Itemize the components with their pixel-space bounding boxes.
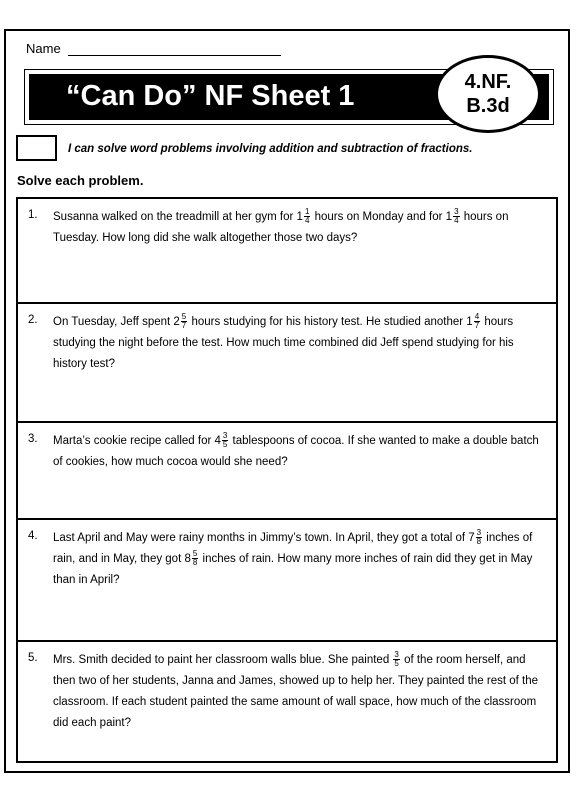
fraction <box>393 651 399 668</box>
standard-code-line1: 4.NF. <box>464 71 512 93</box>
title-banner <box>24 69 554 125</box>
objective-statement: I can solve word problems involving addition and subtraction of fractions. <box>68 143 473 155</box>
fraction <box>181 313 187 330</box>
name-row <box>26 41 281 56</box>
fraction <box>474 313 480 330</box>
problem-text <box>53 431 543 473</box>
problem-2 <box>18 304 556 423</box>
problem-text-part: inches of rain. How many more inches of rain did they get in May than in April? <box>53 553 533 586</box>
problem-text <box>53 312 543 375</box>
fraction-denominator: 5 <box>222 440 228 450</box>
problem-text <box>53 650 543 734</box>
name-label: Name <box>26 41 61 56</box>
problem-text-part: of the room herself, and then two of her students, Janna and James, showed up to help her. They painted the rest of the classroom. If each student painted the same amount of wall space, how much of the classroom did each paint? <box>53 654 539 729</box>
fraction <box>476 529 482 546</box>
problem-text <box>53 207 543 249</box>
fraction-denominator: 4 <box>304 216 310 226</box>
worksheet-page <box>4 29 570 773</box>
objective-checkbox[interactable] <box>16 135 57 161</box>
page-title: “Can Do” NF Sheet 1 <box>66 80 355 112</box>
fraction-denominator: 8 <box>476 537 482 547</box>
fraction-denominator: 7 <box>181 321 187 331</box>
fraction-denominator: 4 <box>454 216 459 226</box>
fraction-numerator: 1 <box>304 207 310 217</box>
fraction-denominator: 7 <box>474 321 480 331</box>
problems-table <box>16 197 558 763</box>
fraction <box>192 550 198 567</box>
problem-text-part: tablespoons of cocoa. If she wanted to make a double batch of cookies, how much cocoa would she need? <box>53 435 539 468</box>
fraction <box>453 208 459 225</box>
problem-1 <box>18 199 556 304</box>
problem-text-part: Mrs. Smith decided to paint her classroom walls blue. She painted <box>53 654 393 666</box>
problem-number: 2. <box>28 314 38 326</box>
problem-text-part: hours on Tuesday. How long did she walk altogether those two days? <box>53 211 509 244</box>
problem-text-part: inches of rain, and in May, they got 8 <box>53 532 533 565</box>
problem-text-part: hours on Monday and for 1 <box>311 211 453 223</box>
problem-4 <box>18 520 556 642</box>
problem-3 <box>18 423 556 520</box>
fraction-denominator: 8 <box>192 558 198 568</box>
problem-number: 3. <box>28 433 38 445</box>
problem-5 <box>18 642 556 761</box>
fraction-denominator: 5 <box>394 659 399 669</box>
problem-text-part: hours studying the night before the test. How much time combined did Jeff spend studying for his history test? <box>53 316 514 370</box>
fraction-numerator: 3 <box>394 650 399 660</box>
problem-text-part: Susanna walked on the treadmill at her gym for 1 <box>53 211 303 223</box>
fraction-numerator: 3 <box>454 207 459 217</box>
problem-text-part: Marta’s cookie recipe called for 4 <box>53 435 221 447</box>
problem-text-part: Last April and May were rainy months in Jimmy’s town. In April, they got a total of 7 <box>53 532 475 544</box>
fraction-numerator: 4 <box>474 312 480 322</box>
problem-text <box>53 528 543 591</box>
problem-number: 4. <box>28 530 38 542</box>
fraction <box>304 208 310 225</box>
fraction-numerator: 5 <box>192 549 198 559</box>
standard-code-line2: B.3d <box>466 95 510 117</box>
fraction-numerator: 3 <box>476 528 482 538</box>
problem-number: 1. <box>28 209 38 221</box>
problem-number: 5. <box>28 652 38 664</box>
problem-text-part: hours studying for his history test. He studied another 1 <box>188 316 473 328</box>
name-blank-line[interactable] <box>68 43 281 56</box>
fraction <box>222 432 228 449</box>
fraction-numerator: 5 <box>181 312 187 322</box>
problem-text-part: On Tuesday, Jeff spent 2 <box>53 316 180 328</box>
directions: Solve each problem. <box>17 173 144 188</box>
standard-badge <box>435 55 541 133</box>
fraction-numerator: 3 <box>222 431 228 441</box>
